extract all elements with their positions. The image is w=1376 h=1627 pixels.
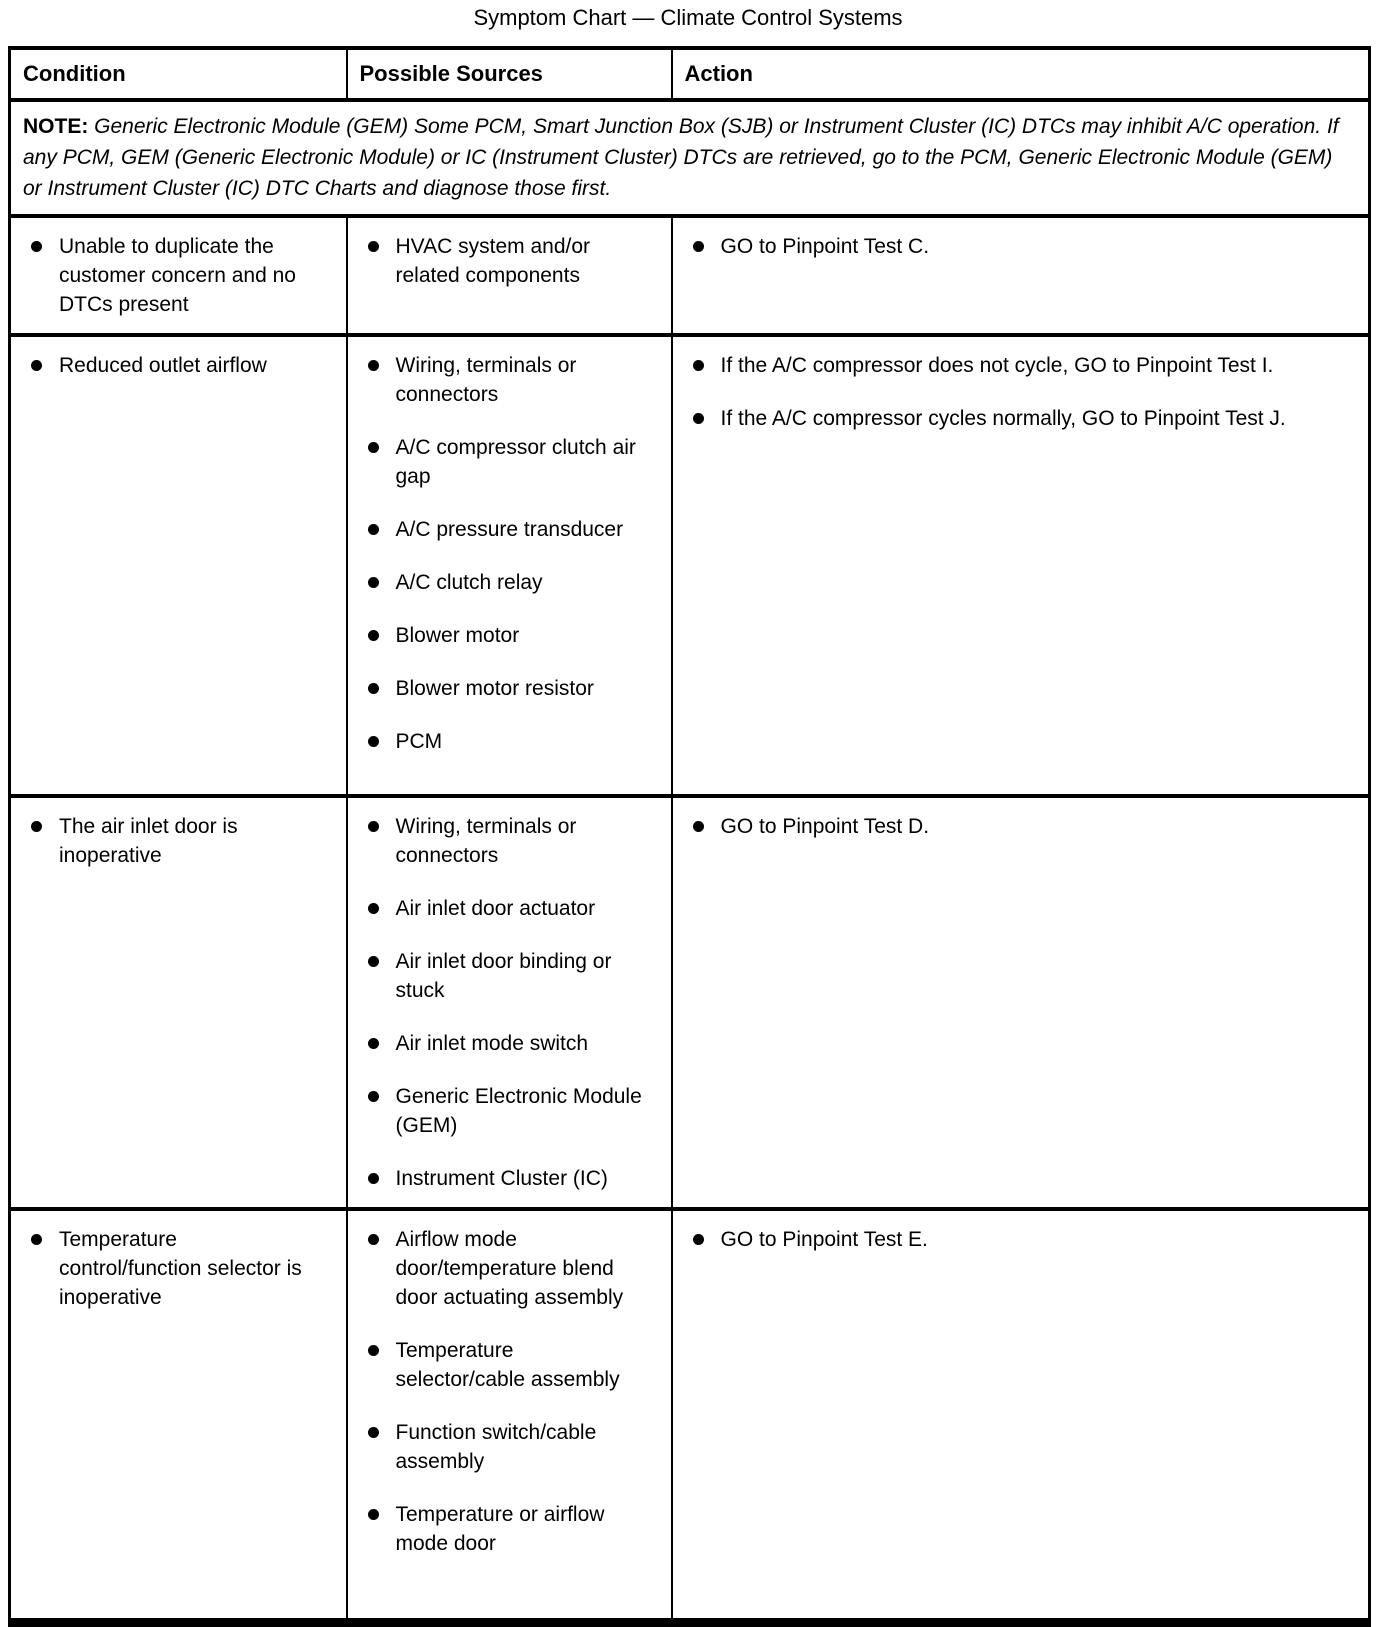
condition-cell: [10, 335, 347, 796]
action-list: [693, 1225, 1347, 1254]
list-item-text: Generic Electronic Module (GEM): [395, 1085, 642, 1137]
list-item: [368, 351, 649, 409]
column-header-condition: Condition: [10, 48, 347, 100]
bullet-icon: [31, 241, 42, 252]
sources-cell: [347, 335, 672, 796]
note-section: [10, 100, 1370, 216]
list-item: [31, 812, 324, 870]
list-item: [31, 351, 324, 380]
list-item-text: GO to Pinpoint Test D.: [720, 815, 930, 838]
action-cell: [672, 216, 1370, 335]
list-item: [368, 947, 649, 1005]
list-item-text: Temperature control/function selector is inoperative: [59, 1228, 302, 1309]
list-item-text: Wiring, terminals or connectors: [395, 354, 577, 406]
list-item-text: Instrument Cluster (IC): [395, 1167, 608, 1190]
condition-cell: [10, 1209, 347, 1622]
bullet-icon: [368, 821, 379, 832]
list-item-text: A/C pressure transducer: [395, 518, 624, 541]
list-item-text: Air inlet door binding or stuck: [395, 950, 612, 1002]
list-item: [693, 404, 1347, 433]
list-item: [368, 1500, 649, 1558]
list-item: [693, 1225, 1347, 1254]
bullet-icon: [368, 577, 379, 588]
sources-cell: [347, 1209, 672, 1622]
list-item: [693, 351, 1347, 380]
bullet-icon: [693, 821, 704, 832]
list-item: [368, 894, 649, 923]
note-label: NOTE:: [23, 115, 89, 138]
list-item-text: Reduced outlet airflow: [59, 354, 267, 377]
condition-list: [31, 351, 324, 380]
list-item: [693, 232, 1347, 261]
column-header-action: Action: [672, 48, 1370, 100]
bullet-icon: [31, 360, 42, 371]
action-list: [693, 812, 1347, 841]
list-item-text: GO to Pinpoint Test C.: [720, 235, 930, 258]
list-item-text: Airflow mode door/temperature blend door actuating assembly: [395, 1228, 624, 1309]
bullet-icon: [31, 1234, 42, 1245]
page-title: Symptom Chart — Climate Control Systems: [473, 5, 903, 30]
action-list: [693, 232, 1347, 261]
bullet-icon: [693, 413, 704, 424]
table-row: [10, 1209, 1370, 1622]
header-row: [10, 48, 1370, 100]
sources-list: [368, 812, 649, 1193]
bullet-icon: [368, 360, 379, 371]
list-item-text: Temperature or airflow mode door: [395, 1503, 605, 1555]
condition-list: [31, 812, 324, 870]
bullet-icon: [368, 241, 379, 252]
list-item: [368, 515, 649, 544]
list-item: [31, 1225, 324, 1312]
note-row: [10, 100, 1370, 216]
bullet-icon: [368, 736, 379, 747]
bullet-icon: [368, 630, 379, 641]
table-body: [10, 216, 1370, 1622]
list-item-text: Unable to duplicate the customer concern and no DTCs present: [59, 235, 296, 316]
bullet-icon: [368, 524, 379, 535]
list-item-text: Function switch/cable assembly: [395, 1421, 597, 1473]
list-item-text: Blower motor resistor: [395, 677, 594, 700]
list-item-text: Blower motor: [395, 624, 520, 647]
list-item: [368, 1418, 649, 1476]
sources-list: [368, 232, 649, 290]
list-item-text: Wiring, terminals or connectors: [395, 815, 577, 867]
bullet-icon: [31, 821, 42, 832]
list-item: [368, 812, 649, 870]
sources-cell: [347, 216, 672, 335]
action-cell: [672, 1209, 1370, 1622]
bullet-icon: [368, 442, 379, 453]
note-cell: [10, 100, 1370, 216]
condition-cell: [10, 796, 347, 1209]
list-item: [368, 433, 649, 491]
list-item: [368, 568, 649, 597]
note-text: Generic Electronic Module (GEM) Some PCM, Smart Junction Box (SJB) or Instrument Cluster (IC) DTCs may inhibit A/C operation. If any PCM, GEM (Generic Electronic Module) or IC (Instrument Cluster) DTCs are retrieved, go to the PCM, Generic Electronic Module (GEM) or Instrument Cluster (IC) DTC Charts and diagnose those first.: [23, 115, 1339, 200]
list-item-text: Temperature selector/cable assembly: [395, 1339, 620, 1391]
action-cell: [672, 335, 1370, 796]
sources-list: [368, 1225, 649, 1558]
list-item-text: HVAC system and/or related components: [395, 235, 591, 287]
bullet-icon: [368, 1091, 379, 1102]
table-row: [10, 216, 1370, 335]
table-row: [10, 796, 1370, 1209]
action-list: [693, 351, 1347, 433]
list-item: [368, 674, 649, 703]
bullet-icon: [368, 956, 379, 967]
table-header: [10, 48, 1370, 100]
bullet-icon: [368, 1173, 379, 1184]
symptom-chart-table: [8, 46, 1371, 1627]
list-item: [368, 232, 649, 290]
sources-cell: [347, 796, 672, 1209]
list-item-text: Air inlet mode switch: [395, 1032, 589, 1055]
list-item-text: A/C clutch relay: [395, 571, 543, 594]
column-header-possible-sources: Possible Sources: [347, 48, 672, 100]
bullet-icon: [368, 1509, 379, 1520]
bullet-icon: [693, 1234, 704, 1245]
list-item: [368, 1164, 649, 1193]
bullet-icon: [368, 903, 379, 914]
list-item-text: PCM: [395, 730, 443, 753]
list-item-text: GO to Pinpoint Test E.: [720, 1228, 928, 1251]
list-item: [693, 812, 1347, 841]
list-item-text: If the A/C compressor cycles normally, GO to Pinpoint Test J.: [720, 407, 1286, 430]
condition-cell: [10, 216, 347, 335]
bullet-icon: [368, 1038, 379, 1049]
bullet-icon: [368, 1427, 379, 1438]
list-item-text: A/C compressor clutch air gap: [395, 436, 636, 488]
list-item: [368, 1029, 649, 1058]
bullet-icon: [693, 241, 704, 252]
bullet-icon: [693, 360, 704, 371]
list-item-text: The air inlet door is inoperative: [59, 815, 238, 867]
list-item: [368, 1336, 649, 1394]
condition-list: [31, 232, 324, 319]
bullet-icon: [368, 1345, 379, 1356]
list-item: [368, 1082, 649, 1140]
bullet-icon: [368, 683, 379, 694]
table-row: [10, 335, 1370, 796]
action-cell: [672, 796, 1370, 1209]
list-item-text: If the A/C compressor does not cycle, GO to Pinpoint Test I.: [720, 354, 1274, 377]
list-item: [368, 1225, 649, 1312]
sources-list: [368, 351, 649, 756]
list-item: [31, 232, 324, 319]
list-item: [368, 727, 649, 756]
list-item: [368, 621, 649, 650]
condition-list: [31, 1225, 324, 1312]
bullet-icon: [368, 1234, 379, 1245]
list-item-text: Air inlet door actuator: [395, 897, 596, 920]
